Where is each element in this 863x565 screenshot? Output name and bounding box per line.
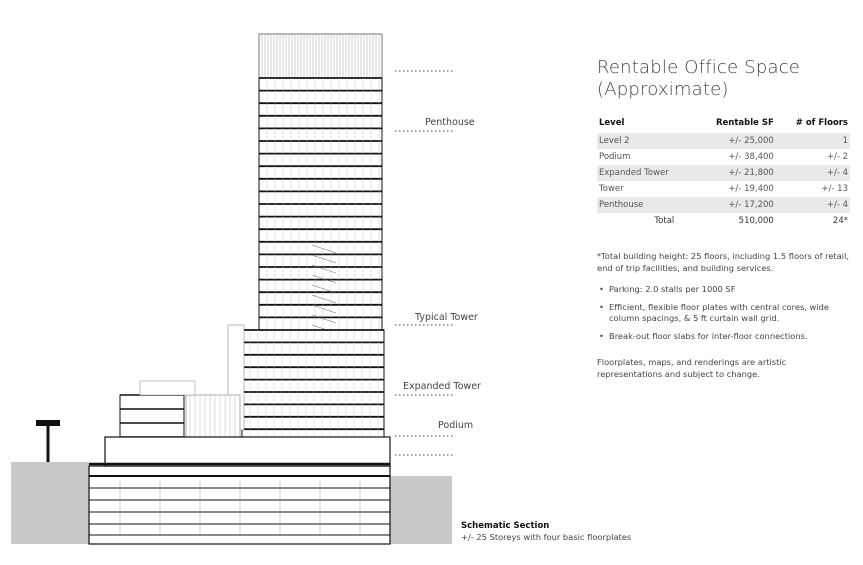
table-row: [597, 165, 850, 181]
row-level: Expanded Tower: [597, 165, 694, 181]
row-floors: +/- 4: [776, 197, 850, 213]
list-item: • Break-out floor slabs for inter-floor connections.: [597, 331, 853, 342]
expanded-tower-elevation: [228, 325, 384, 454]
col-header-level: Level: [599, 118, 625, 128]
table-row: [597, 149, 850, 165]
penthouse-crown: [259, 34, 382, 78]
row-floors: +/- 2: [776, 149, 850, 165]
rentable-space-table: [597, 118, 850, 229]
list-item: • Parking: 2.0 stalls per 1000 SF: [597, 284, 853, 295]
label-leaders: [395, 71, 455, 455]
penthouse-label: Penthouse: [425, 117, 475, 128]
table-header-row: [597, 118, 850, 133]
ground-left: [11, 462, 89, 544]
podium-roof-pavilion: [140, 381, 195, 395]
total-sf: 510,000: [694, 213, 776, 229]
title-line-2: (Approximate): [597, 79, 729, 100]
title-line-1: Rentable Office Space: [597, 57, 801, 78]
row-level: Penthouse: [597, 197, 694, 213]
page-title: [597, 57, 800, 101]
table-row: [597, 133, 850, 149]
list-item: • Efficient, flexible floor plates with central cores, wide column spacings, & 5 ft curtain wall grid.: [597, 302, 853, 324]
table-row: [597, 197, 850, 213]
col-header-rentable-sf: Rentable SF: [716, 118, 774, 128]
row-sf: +/- 38,400: [694, 149, 776, 165]
row-floors: 1: [776, 133, 850, 149]
total-floors: 24*: [776, 213, 850, 229]
footnote: *Total building height: 25 floors, including 1.5 floors of retail, end of trip facilities, and building services.: [597, 251, 850, 273]
caption-subtitle: +/- 25 Storeys with four basic floorplates: [461, 532, 632, 542]
feature-list: [597, 284, 853, 349]
disclaimer: Floorplates, maps, and renderings are artistic representations and subject to change.: [597, 357, 787, 379]
total-label: Total: [597, 213, 694, 229]
row-floors: +/- 13: [776, 181, 850, 197]
podium-label: Podium: [438, 420, 474, 431]
underground-parking: [89, 466, 390, 544]
row-sf: +/- 21,800: [694, 165, 776, 181]
row-level: Tower: [597, 181, 694, 197]
table-total-row: [597, 213, 850, 229]
row-sf: +/- 19,400: [694, 181, 776, 197]
street-light-head: [36, 420, 60, 426]
parkade-outline: [89, 466, 390, 544]
expanded-tower-label: Expanded Tower: [403, 381, 481, 392]
row-sf: +/- 25,000: [694, 133, 776, 149]
row-sf: +/- 17,200: [694, 197, 776, 213]
row-level: Podium: [597, 149, 694, 165]
ground-right: [390, 476, 452, 544]
typical-tower-label: Typical Tower: [415, 312, 478, 323]
ground-floor-retail: [105, 437, 390, 466]
caption-title: Schematic Section: [461, 521, 550, 531]
podium-block-left: [120, 395, 184, 437]
table-row: [597, 181, 850, 197]
row-floors: +/- 4: [776, 165, 850, 181]
row-level: Level 2: [597, 133, 694, 149]
col-header-floors: # of Floors: [795, 118, 848, 128]
